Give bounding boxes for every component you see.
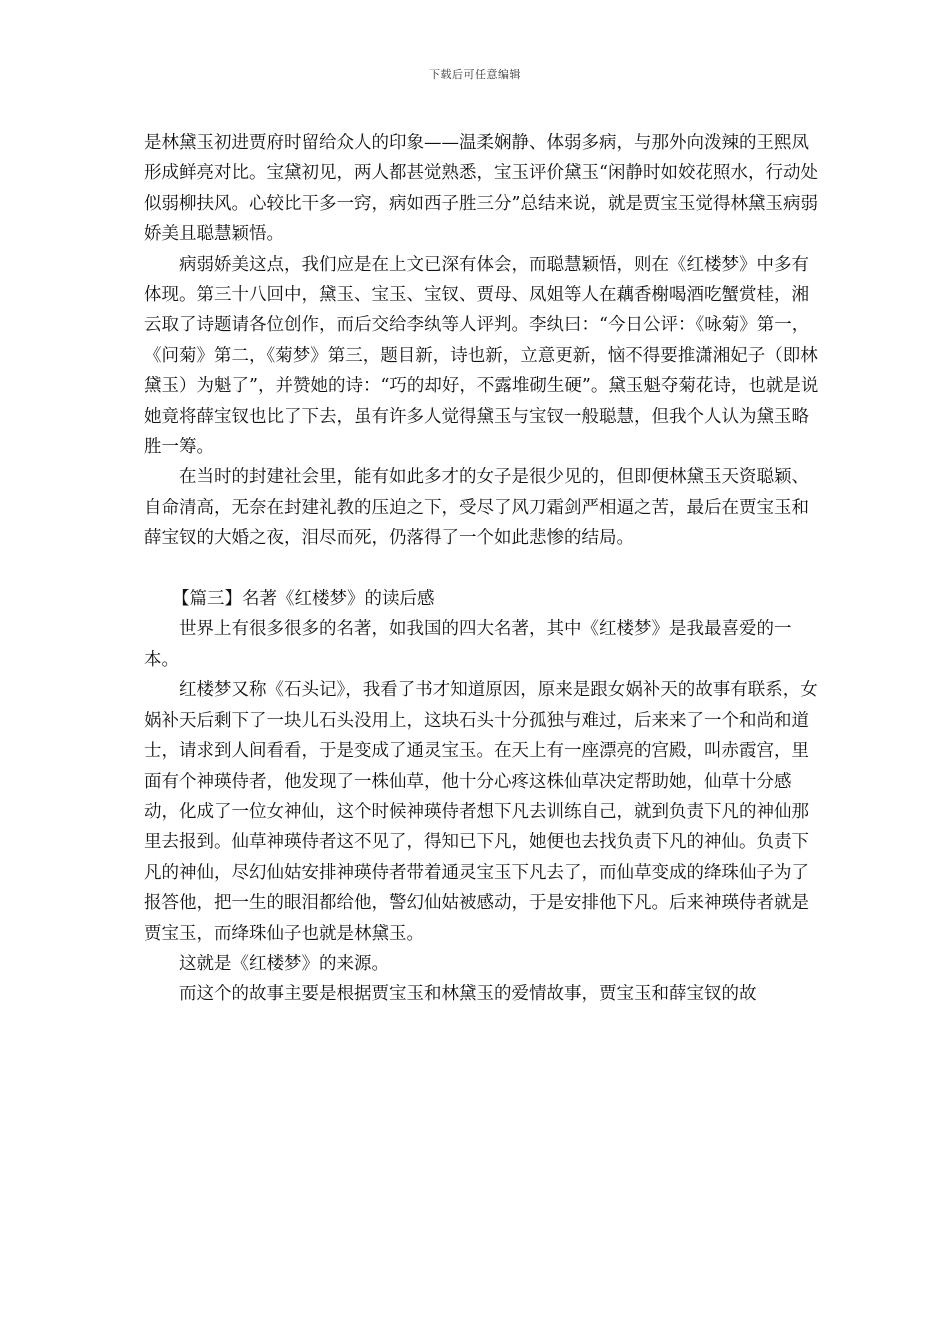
section-title: 【篇三】名著《红楼梦》的读后感 <box>172 589 435 610</box>
paragraph: 红楼梦又称《石头记》，我看了书才知道原因，原来是跟女娲补天的故事有联系，女娲补天后剩下了一块儿石头没用上，这块石头十分孤独与难过，后来来了一个和尚和道士，请求到人间看看，于是变成了通灵宝玉。在天上有一座漂亮的宫殿，叫赤霞宫，里面有个神瑛侍者，他发现了一株仙草，他十分心疼这株仙草决定帮助她，仙草十分感动，化成了一位女神仙，这个时候神瑛侍者想下凡去训练自己，就到负责下凡的神仙那里去报到。仙草神瑛侍者这不见了，得知已下凡，她便也去找负责下凡的神仙。负责下凡的神仙，尽幻仙姑安排神瑛侍者带着通灵宝玉下凡去了，而仙草变成的绛珠仙子为了报答他，把一生的眼泪都给他，警幻仙姑被感动，于是安排他下凡。后来神瑛侍者就是贾宝玉，而绛珠仙子也就是林黛玉。 <box>144 680 818 944</box>
paragraph: 而这个的故事主要是根据贾宝玉和林黛玉的爱情故事，贾宝玉和薛宝钗的故 <box>179 984 757 1005</box>
page-header: 下载后可任意编辑 <box>429 68 521 81</box>
paragraph: 在当时的封建社会里，能有如此多才的女子是很少见的，但即便林黛玉天资聪颖、自命清高，无奈在封建礼教的压迫之下，受尽了风刀霜剑严相逼之苦，最后在贾宝玉和薛宝钗的大婚之夜，泪尽而死，仍落得了一个如此悲惨的结局。 <box>144 467 809 549</box>
paragraph: 这就是《红楼梦》的来源。 <box>179 953 389 974</box>
paragraph: 世界上有很多很多的名著，如我国的四大名著，其中《红楼梦》是我最喜爱的一本。 <box>144 619 792 670</box>
document-body <box>144 128 820 1010</box>
paragraph: 病弱娇美这点，我们应是在上文已深有体会，而聪慧颖悟，则在《红楼梦》中多有体现。第三十八回中，黛玉、宝玉、宝钗、贾母、凤姐等人在藕香榭喝酒吃蟹赏桂，湘云取了诗题请各位创作，而后交给李纨等人评判。李纨曰：“今日公评：《咏菊》第一，《问菊》第二，《菊梦》第三，题目新，诗也新，立意更新，恼不得要推潇湘妃子（即林黛玉）为魁了”，并赞她的诗：“巧的却好，不露堆砌生硬”。黛玉魁夺菊花诗，也就是说她竟将薛宝钗也比了下去，虽有许多人觉得黛玉与宝钗一般聪慧，但我个人认为黛玉略胜一筹。 <box>144 254 819 458</box>
paragraph: 是林黛玉初进贾府时留给众人的印象——温柔娴静、体弱多病，与那外向泼辣的王熙凤形成鲜亮对比。宝黛初见，两人都甚觉熟悉，宝玉评价黛玉“闲静时如姣花照水，行动处似弱柳扶风。心较比干多一窍，病如西子胜三分”总结来说，就是贾宝玉觉得林黛玉病弱娇美且聪慧颖悟。 <box>144 133 818 245</box>
